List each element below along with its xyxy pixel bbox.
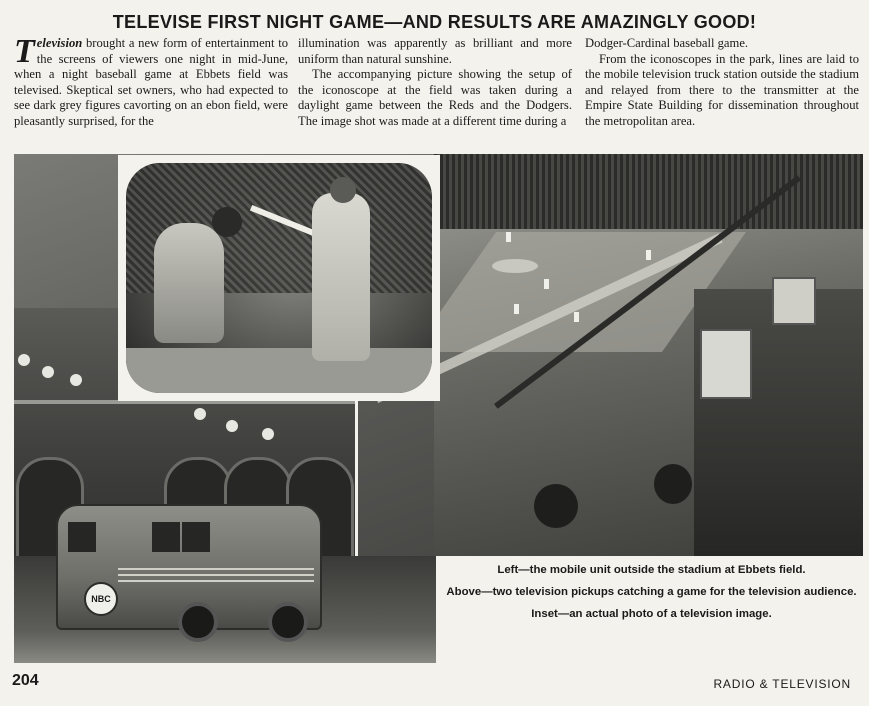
article-column-3 xyxy=(585,36,859,130)
player-figure xyxy=(514,304,519,314)
inset-television-image xyxy=(118,155,440,401)
bus-stripe xyxy=(118,574,314,576)
nbc-badge: NBC xyxy=(84,582,118,616)
lamp-globe xyxy=(18,354,30,366)
caption-inset: Inset—an actual photo of a television image. xyxy=(531,608,772,620)
lead-word: elevision xyxy=(36,36,83,50)
article-paragraph-1 xyxy=(14,33,288,130)
nbc-mobile-unit xyxy=(56,504,322,630)
lamp-globe xyxy=(226,420,238,432)
iconoscope-camera-upper xyxy=(772,277,816,325)
grandstand-crowd xyxy=(434,154,863,239)
catcher-figure xyxy=(154,223,224,343)
camera-operator xyxy=(534,484,578,528)
iconoscope-camera xyxy=(700,329,752,399)
page-number: 204 xyxy=(12,672,39,689)
player-figure xyxy=(544,279,549,289)
bus-wheel xyxy=(178,602,218,642)
caption-left: Left—the mobile unit outside the stadium at Ebbets field. xyxy=(497,564,806,576)
column-1-text: brought a new form of entertainment to the screens of viewers one night in mid-June, when a night baseball game at Ebbets field was televised. Skeptical set owners, who had expected to see dark grey figures cavorting on an ebon field, were pleasantly surprised, for the xyxy=(14,36,288,128)
drop-cap: T xyxy=(14,33,35,70)
home-plate-dirt xyxy=(126,348,432,393)
column-2-paragraph-1: illumination was apparently as brilliant and more uniform than natural sunshine. xyxy=(298,36,572,66)
player-figure xyxy=(574,312,579,322)
caption-above: Above—two television pickups catching a game for the television audience. xyxy=(446,586,857,598)
lamp-globe xyxy=(70,374,82,386)
magazine-name: RADIO & TELEVISION xyxy=(713,677,851,691)
camera-operator xyxy=(654,464,692,504)
bus-stripe xyxy=(118,580,314,582)
bus-window xyxy=(68,522,96,552)
pitchers-mound xyxy=(492,259,538,273)
batter-cap xyxy=(330,177,356,203)
headline: TELEVISE FIRST NIGHT GAME—AND RESULTS ARE AMAZINGLY GOOD! xyxy=(112,12,757,32)
column-3-paragraph-2: From the iconoscopes in the park, lines are laid to the mobile television truck station outside the stadium and relayed from there to the transmitter at the Empire State Building for dissemination throughout the metropolitan area. xyxy=(585,51,859,128)
batter-figure xyxy=(312,193,370,361)
photo-captions xyxy=(440,562,863,628)
bus-window xyxy=(182,522,210,552)
article-body xyxy=(14,33,859,148)
tv-screen-image xyxy=(126,163,432,393)
lamp-globe xyxy=(194,408,206,420)
lamp-globe xyxy=(262,428,274,440)
catcher-mask xyxy=(212,207,242,237)
column-3-paragraph-1: Dodger-Cardinal baseball game. xyxy=(585,36,749,50)
bus-stripe xyxy=(118,568,314,570)
bus-window xyxy=(152,522,180,552)
lamp-globe xyxy=(42,366,54,378)
bus-wheel xyxy=(268,602,308,642)
player-figure xyxy=(646,250,651,260)
article-column-2 xyxy=(298,36,572,130)
article-column-1 xyxy=(14,33,288,130)
player-figure xyxy=(506,232,511,242)
column-2-paragraph-2: The accompanying picture showing the setup of the iconoscope at the field was taken during a daylight game between the Reds and the Dodgers. The image shot was made at a different time during a xyxy=(298,67,572,128)
